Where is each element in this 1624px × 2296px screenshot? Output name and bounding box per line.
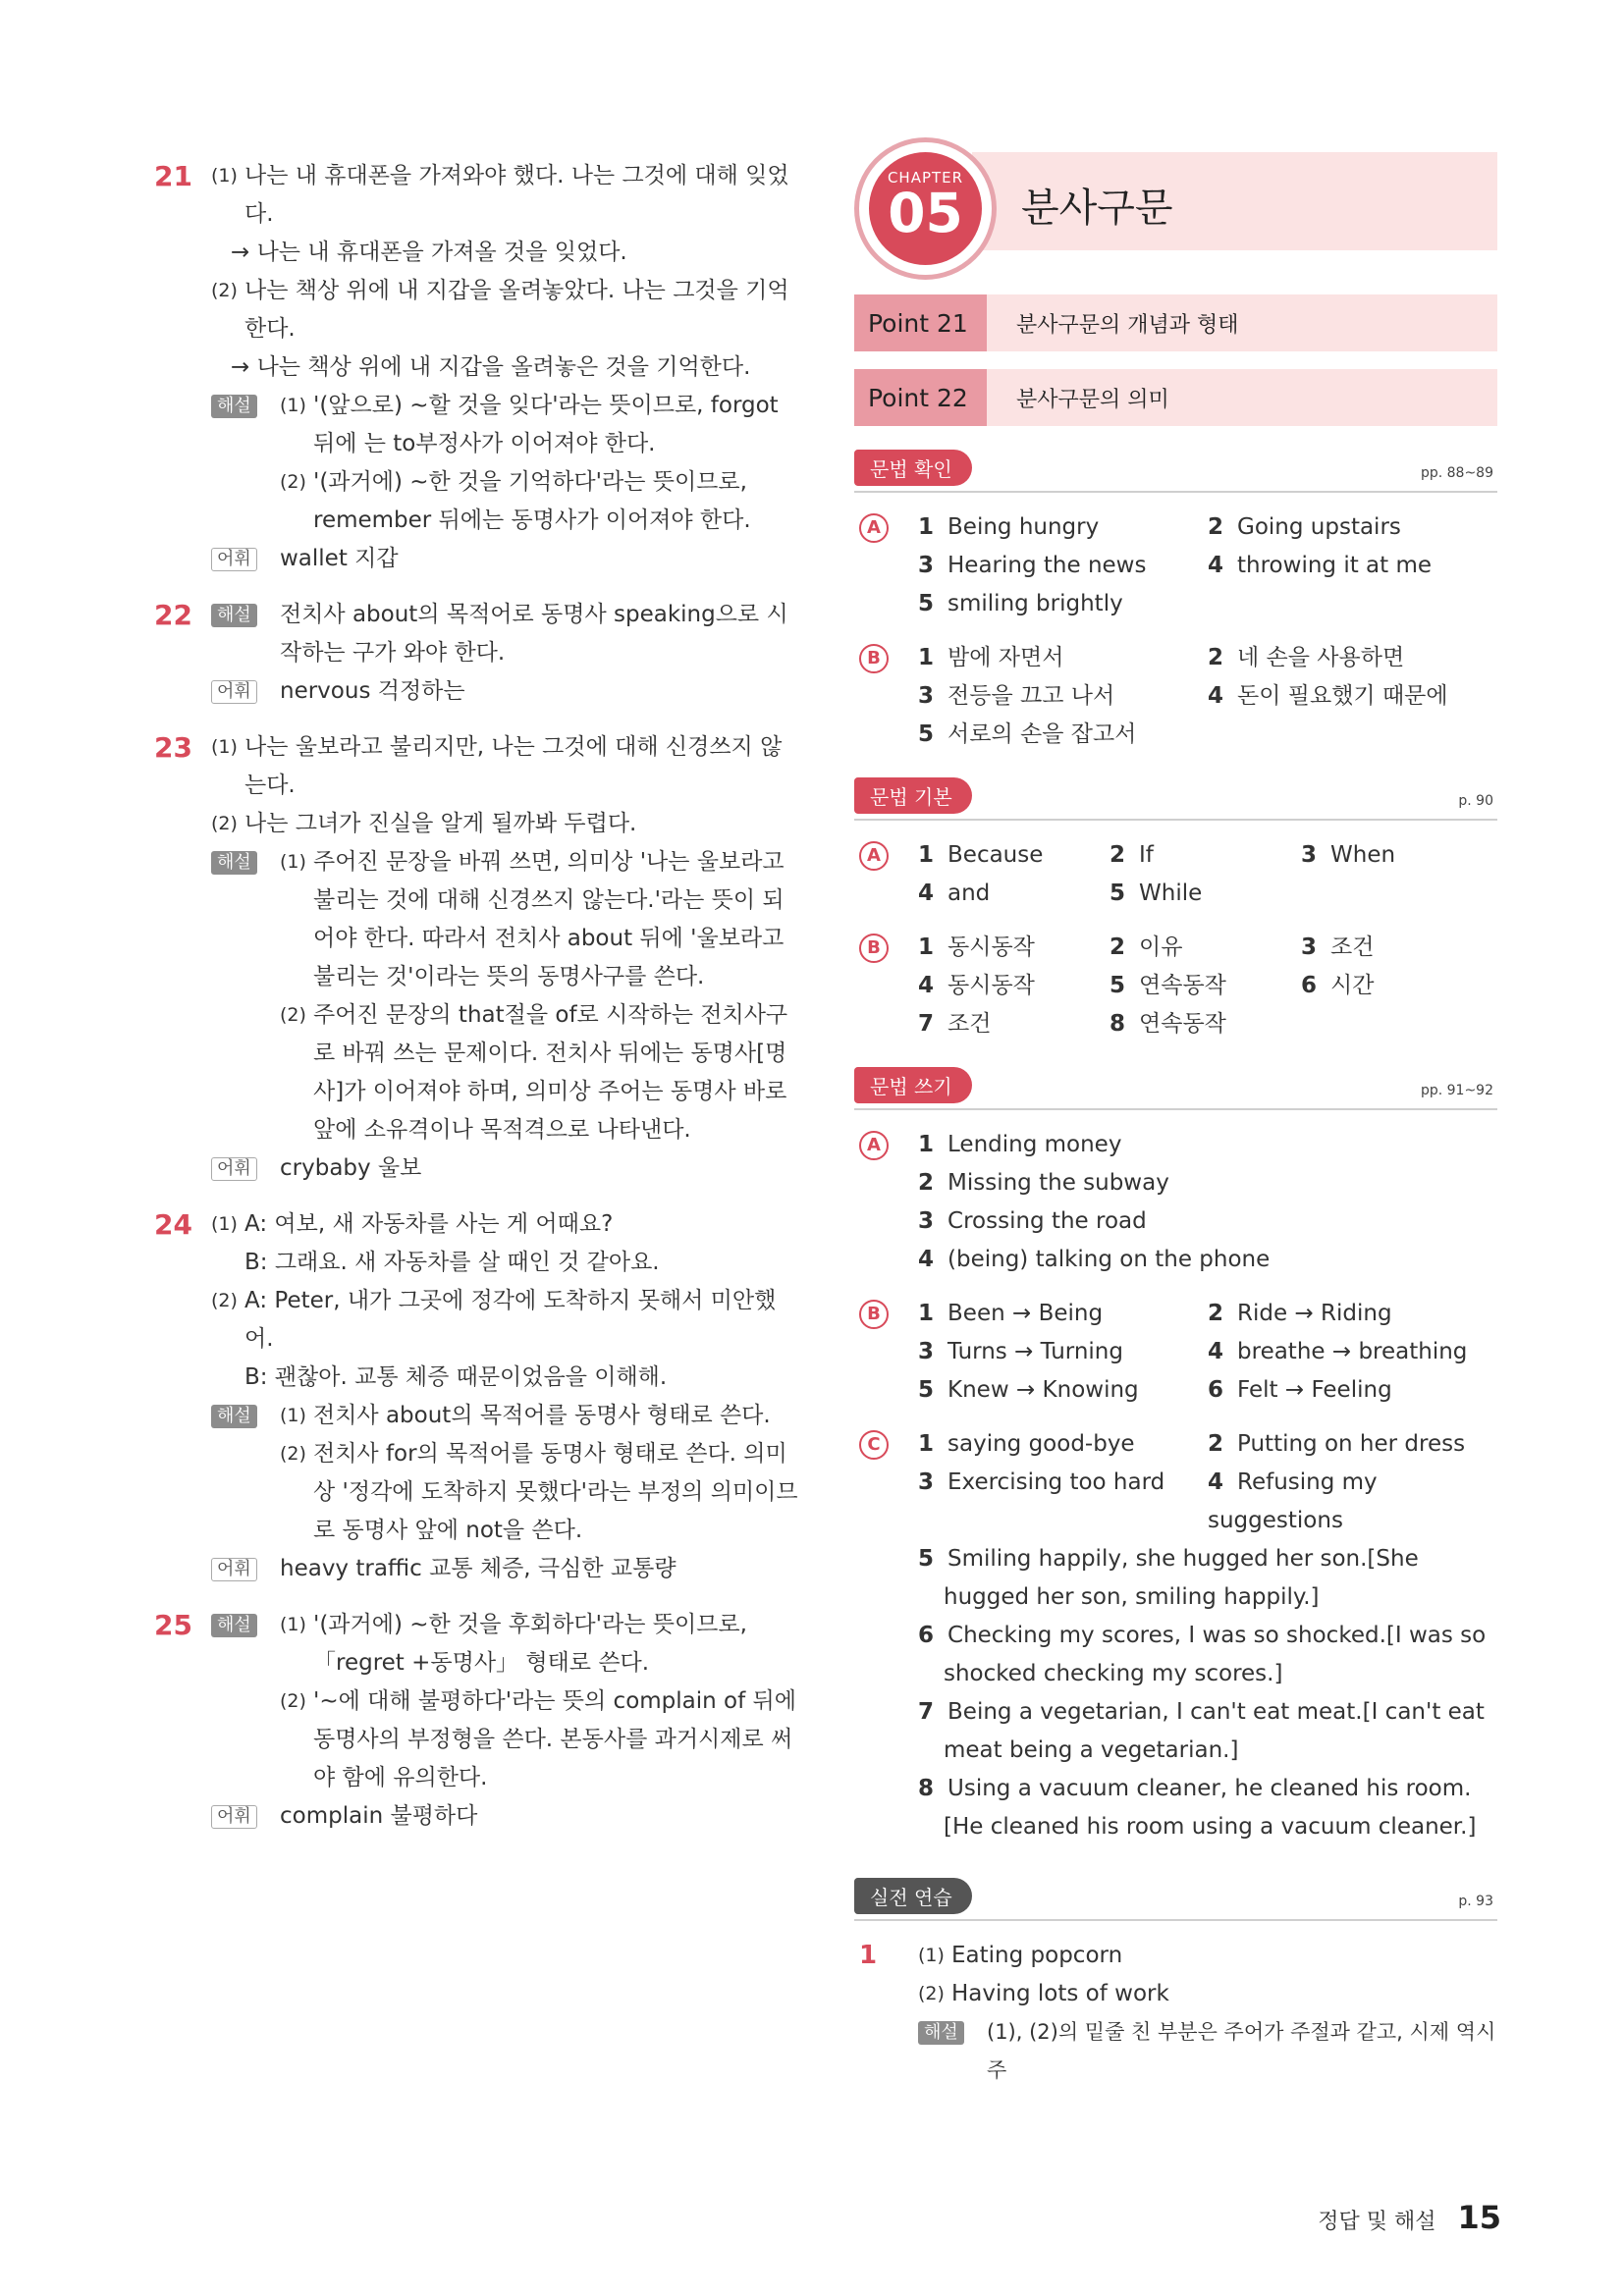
- answer-group-b: B 1 밤에 자면서 2 네 손을 사용하면 3 전등을 끄고 나서 4 돈이 필요했기 때문에 5 서로의 손을 잡고서: [854, 639, 1497, 754]
- vocabulary: 어휘 nervous 걱정하는: [211, 672, 800, 711]
- footer-label: 정답 및 해설: [1318, 2210, 1436, 2234]
- letter-a-icon: A: [859, 1131, 889, 1160]
- explanation: 해설 (1), (2)의 밑줄 친 부분은 주어가 주절과 같고, 시제 역시 주: [918, 2013, 1497, 2090]
- answer-group-b: B 1 Been → Being 2 Ride → Riding 3 Turns → Turning 4 breathe → breathing 5 Knew → Knowing 6 Felt → Feeling: [854, 1295, 1497, 1410]
- answer-group-a: A 1 Lending money 2 Missing the subway 3 Crossing the road 4 (being) talking on the phone: [854, 1126, 1497, 1279]
- chapter-number: 05: [888, 182, 963, 244]
- explanation-tag: 해설: [211, 851, 257, 875]
- answer-group-c: C 1 saying good-bye 2 Putting on her dress 3 Exercising too hard 4 Refusing my suggestions 5 Smiling happily, she hugged her son.[She hugged her son, smiling happily.] 6 Checking my scores, I was so shocked.[I was so shocked checking my scores.] 7 Being a vegetarian, I can't eat meat.[I can't eat meat being a vegetarian.] 8 Using a vacuum cleaner, he cleaned his room.[He cleaned his room using a vacuum cleaner.]: [854, 1425, 1497, 1846]
- explanation-tag: 해설: [211, 395, 257, 418]
- point-row: [854, 294, 1497, 351]
- page-ref: p. 93: [1458, 1894, 1493, 1909]
- question-number: 23: [154, 731, 192, 764]
- point-label: Point 22: [854, 369, 987, 426]
- vocab-tag: 어휘: [211, 680, 257, 704]
- section-title: 문법 확인: [854, 450, 972, 486]
- point-text: 분사구문의 개념과 형태: [1016, 312, 1239, 338]
- question-number: 1: [859, 1941, 878, 1970]
- explanation-tag: 해설: [211, 604, 257, 627]
- section-header: [854, 448, 1497, 493]
- section-title: 실전 연습: [854, 1878, 972, 1914]
- vocabulary: 어휘 crybaby 울보: [211, 1149, 800, 1188]
- explanation: 해설 (1) 주어진 문장을 바꿔 쓰면, 의미상 '나는 울보라고 불리는 것에 대해 신경쓰지 않는다.'라는 뜻이 되어야 한다. 따라서 전치사 about 뒤에 '울보라고 불리는 것'이라는 뜻의 동명사구를 쓴다. (2) 주어진 문장의 that절을 of로 시작하는 전치사구로 바꿔 쓰는 문제이다. 전치사 뒤에는 동명사[명사]가 이어져야 하며, 의미상 주어는 동명사 바로 앞에 소유격이나 목적격으로 나타낸다.: [211, 843, 800, 1149]
- question-23: 23 (1) 나는 울보라고 불리지만, 나는 그것에 대해 신경쓰지 않는다. (2) 나는 그녀가 진실을 알게 될까봐 두렵다. 해설 (1) 주어진 문장을 바꿔 쓰면, 의미상 '나는 울보라고 불리는 것에 대해 신경쓰지 않는다.'라는 뜻이 되어야 한다. 따라서 전치사 about 뒤에 '울보라고 불리는 것'이라는 뜻의 동명사구를 쓴다. (2) 주어진 문장의 that절을 of로 시작하는 전치사구로 바꿔 쓰는 문제이다. 전치사 뒤에는 동명사[명사]가 이어져야 하며, 의미상 주어는 동명사 바로 앞에 소유격이나 목적격으로 나타낸다. 어휘 crybaby 울보: [147, 728, 800, 1188]
- explanation: 해설 (1) '(앞으로) ~할 것을 잊다'라는 뜻이므로, forgot 뒤에 는 to부정사가 이어져야 한다. (2) '(과거에) ~한 것을 기억하다'라는 뜻이므로, remember 뒤에는 동명사가 이어져야 한다.: [211, 387, 800, 540]
- chapter-title: 분사구문: [1021, 186, 1173, 231]
- answer-group-a: A 1 Because 2 If 3 When 4 and 5 While: [854, 836, 1497, 913]
- vocab-tag: 어휘: [211, 1558, 257, 1581]
- page-ref: p. 90: [1458, 793, 1493, 809]
- explanation: 해설 전치사 about의 목적어로 동명사 speaking으로 시작하는 구가 와야 한다.: [211, 596, 800, 672]
- explanation-tag: 해설: [918, 2021, 964, 2045]
- explanation: 해설 (1) 전치사 about의 목적어를 동명사 형태로 쓴다. (2) 전치사 for의 목적어를 동명사 형태로 쓴다. 의미상 '정각에 도착하지 못했다'라는 부정의 의미이므로 동명사 앞에 not을 쓴다.: [211, 1397, 800, 1550]
- vocabulary: 어휘 wallet 지갑: [211, 540, 800, 578]
- explanation-tag: 해설: [211, 1405, 257, 1428]
- page-ref: pp. 91~92: [1420, 1083, 1493, 1098]
- explanation: 해설 (1) '(과거에) ~한 것을 후회하다'라는 뜻이므로, 「regret +동명사」 형태로 쓴다. (2) '~에 대해 불평하다'라는 뜻의 complain of 뒤에 동명사의 부정형을 쓴다. 본동사를 과거시제로 써야 함에 유의한다.: [211, 1606, 800, 1797]
- letter-b-icon: B: [859, 644, 889, 673]
- answer-group-b: B 1 동시동작 2 이유 3 조건 4 동시동작 5 연속동작 6 시간 7 조건 8 연속동작: [854, 929, 1497, 1043]
- section-header: [854, 1065, 1497, 1110]
- page-number: 15: [1457, 2199, 1501, 2236]
- letter-b-icon: B: [859, 1300, 889, 1329]
- vocab-tag: 어휘: [211, 548, 257, 571]
- section-header: [854, 775, 1497, 821]
- page-ref: pp. 88~89: [1420, 465, 1493, 481]
- question-24: 24 (1) A: 여보, 새 자동차를 사는 게 어때요? B: 그래요. 새 자동차를 살 때인 것 같아요. (2) A: Peter, 내가 그곳에 정각에 도착하지 못해서 미안했어. B: 괜찮아. 교통 체증 때문이었음을 이해해. 해설 (1) 전치사 about의 목적어를 동명사 형태로 쓴다. (2) 전치사 for의 목적어를 동명사 형태로 쓴다. 의미상 '정각에 도착하지 못했다'라는 부정의 의미이므로 동명사 앞에 not을 쓴다. 어휘 heavy traffic 교통 체증, 극심한 교통량: [147, 1205, 800, 1588]
- letter-a-icon: A: [859, 513, 889, 543]
- point-text: 분사구문의 의미: [1016, 387, 1169, 412]
- vocabulary: 어휘 heavy traffic 교통 체증, 극심한 교통량: [211, 1550, 800, 1588]
- question-22: [147, 596, 800, 711]
- vocab-tag: 어휘: [211, 1805, 257, 1829]
- answer-group-a: A 1 Being hungry 2 Going upstairs 3 Hearing the news 4 throwing it at me 5 smiling brightly: [854, 508, 1497, 623]
- section-title: 문법 쓰기: [854, 1067, 972, 1103]
- chapter-badge: CHAPTER 05: [854, 137, 997, 280]
- question-number: 25: [154, 1609, 192, 1641]
- section-title: 문법 기본: [854, 777, 972, 814]
- question-21: 21 (1) 나는 내 휴대폰을 가져와야 했다. 나는 그것에 대해 잊었다. → 나는 내 휴대폰을 가져올 것을 잊었다. (2) 나는 책상 위에 내 지갑을 올려놓았다. 나는 그것을 기억한다. → 나는 책상 위에 내 지갑을 올려놓은 것을 기억한다. 해설 (1) '(앞으로) ~할 것을 잊다'라는 뜻이므로, forgot 뒤에 는 to부정사가 이어져야 한다. (2) '(과거에) ~한 것을 기억하다'라는 뜻이므로, remember 뒤에는 동명사가 이어져야 한다. 어휘 wallet 지갑: [147, 157, 800, 578]
- page-footer: [1318, 2199, 1501, 2236]
- right-column: [854, 147, 1497, 2090]
- letter-b-icon: B: [859, 934, 889, 963]
- practice-answer: 1 (1) Eating popcorn (2) Having lots of work 해설 (1), (2)의 밑줄 친 부분은 주어가 주절과 같고, 시제 역시 주: [854, 1937, 1497, 2090]
- letter-c-icon: C: [859, 1430, 889, 1460]
- chapter-header: [854, 147, 1497, 294]
- point-label: Point 21: [854, 294, 987, 351]
- letter-a-icon: A: [859, 841, 889, 871]
- question-number: 24: [154, 1208, 192, 1241]
- explanation-tag: 해설: [211, 1614, 257, 1637]
- section-header: [854, 1876, 1497, 1921]
- left-column: [147, 157, 800, 1853]
- point-row: [854, 369, 1497, 426]
- question-25: [147, 1606, 800, 1836]
- question-number: 22: [154, 599, 192, 631]
- vocabulary: 어휘 complain 불평하다: [211, 1797, 800, 1836]
- question-number: 21: [154, 160, 192, 192]
- vocab-tag: 어휘: [211, 1157, 257, 1181]
